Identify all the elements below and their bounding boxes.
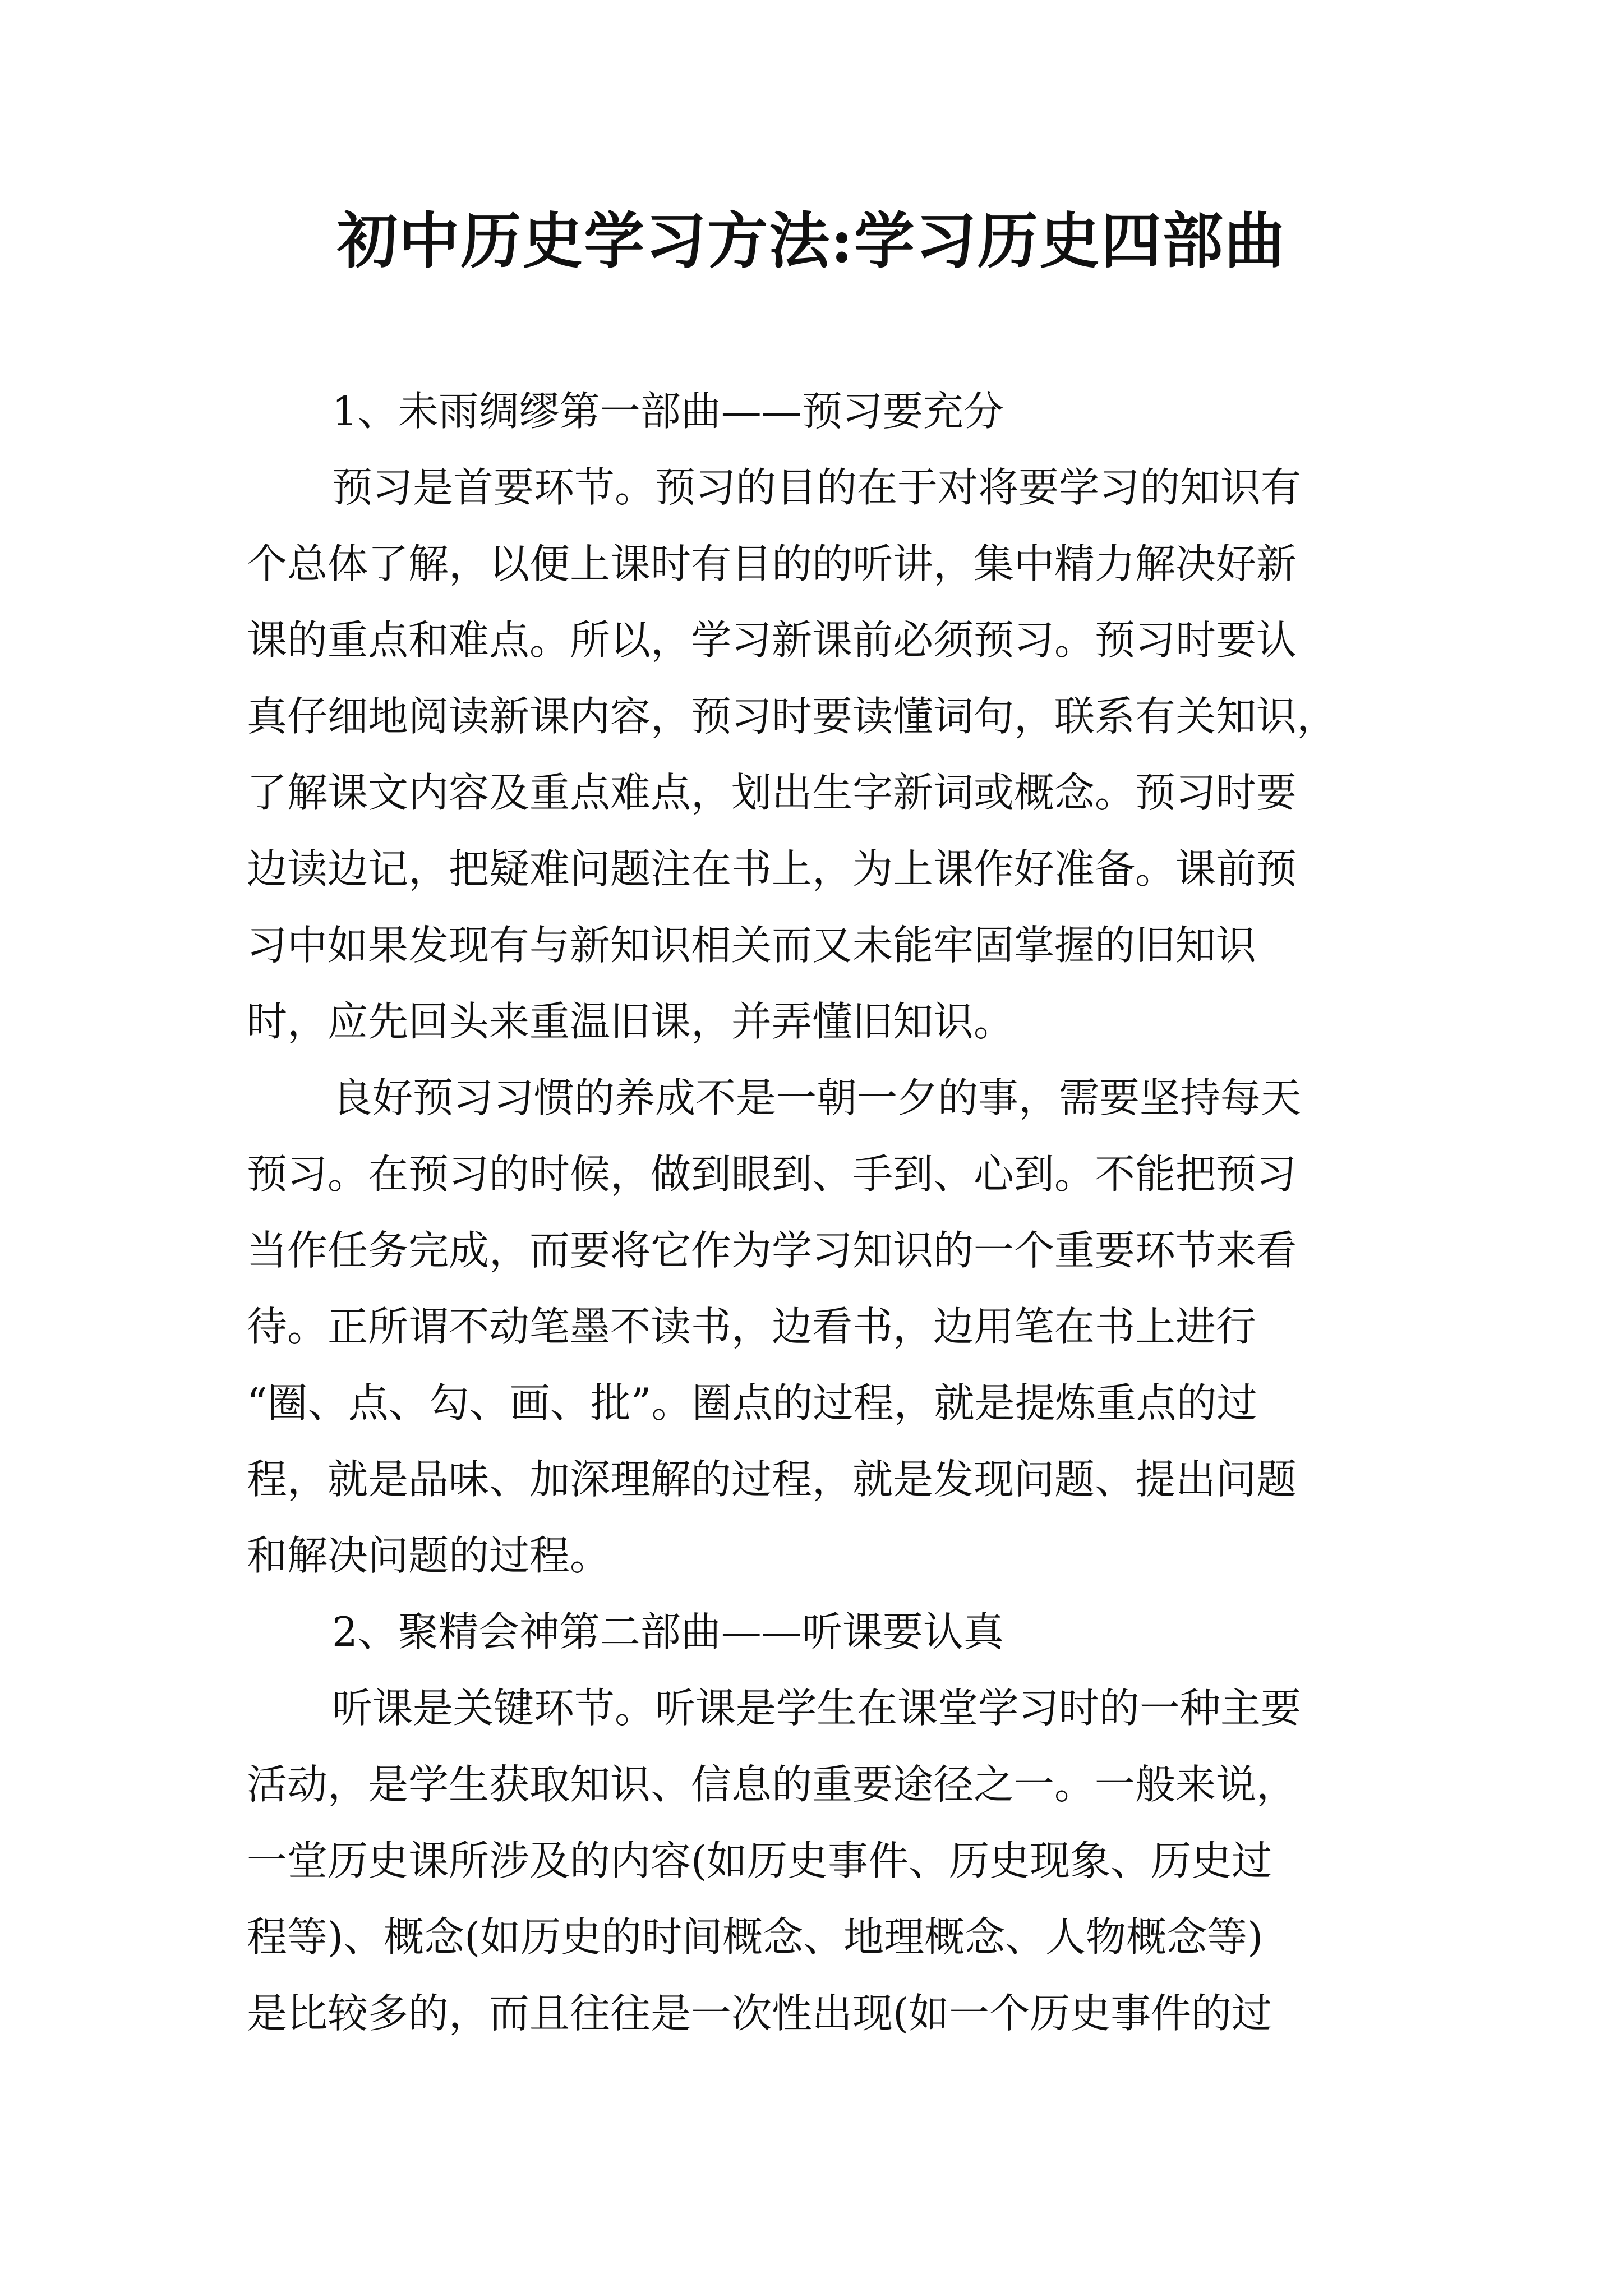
text-line: 当作任务完成，而要将它作为学习知识的一个重要环节来看 — [247, 1227, 1297, 1274]
text-line: 1、未雨绸缪第一部曲——预习要充分 — [332, 388, 1004, 435]
text-line: 时，应先回头来重温旧课，并弄懂旧知识。 — [247, 998, 1015, 1045]
document-title: 初中历史学习方法:学习历史四部曲 — [337, 206, 1286, 277]
text-line: 程，就是品味、加深理解的过程，就是发现问题、提出问题 — [247, 1456, 1297, 1503]
text-line: 2、聚精会神第二部曲——听课要认真 — [332, 1608, 1004, 1655]
text-line: 程等)、概念(如历史的时间概念、地理概念、人物概念等) — [247, 1913, 1264, 1961]
text-line: 边读边记，把疑难问题注在书上，为上课作好准备。课前预 — [247, 845, 1297, 892]
text-line: 了解课文内容及重点难点，划出生字新词或概念。预习时要 — [247, 769, 1297, 816]
text-line: 课的重点和难点。所以，学习新课前必须预习。预习时要认 — [247, 616, 1297, 664]
text-line: 和解决问题的过程。 — [247, 1532, 611, 1579]
text-line: 待。正所谓不动笔墨不读书，边看书，边用笔在书上进行 — [247, 1303, 1257, 1350]
text-line: 真仔细地阅读新课内容，预习时要读懂词句，联系有关知识， — [247, 693, 1338, 740]
text-line: 一堂历史课所涉及的内容(如历史事件、历史现象、历史过 — [247, 1837, 1272, 1884]
text-line: 预习是首要环节。预习的目的在于对将要学习的知识有 — [332, 464, 1302, 511]
text-line: 是比较多的，而且往往是一次性出现(如一个历史事件的过 — [247, 1990, 1272, 2037]
text-line: 个总体了解，以便上课时有目的的听讲，集中精力解决好新 — [247, 540, 1297, 587]
text-line: 听课是关键环节。听课是学生在课堂学习时的一种主要 — [332, 1685, 1302, 1732]
document-body — [247, 373, 1402, 2051]
text-line: 习中如果发现有与新知识相关而又未能牢固掌握的旧知识 — [247, 922, 1257, 969]
text-line: “圈、点、勾、画、批”。圈点的过程，就是提炼重点的过 — [247, 1379, 1257, 1427]
text-line: 良好预习习惯的养成不是一朝一夕的事，需要坚持每天 — [332, 1074, 1302, 1121]
text-line: 活动，是学生获取知识、信息的重要途径之一。一般来说， — [247, 1761, 1297, 1808]
text-line: 预习。在预习的时候，做到眼到、手到、心到。不能把预习 — [247, 1151, 1297, 1198]
